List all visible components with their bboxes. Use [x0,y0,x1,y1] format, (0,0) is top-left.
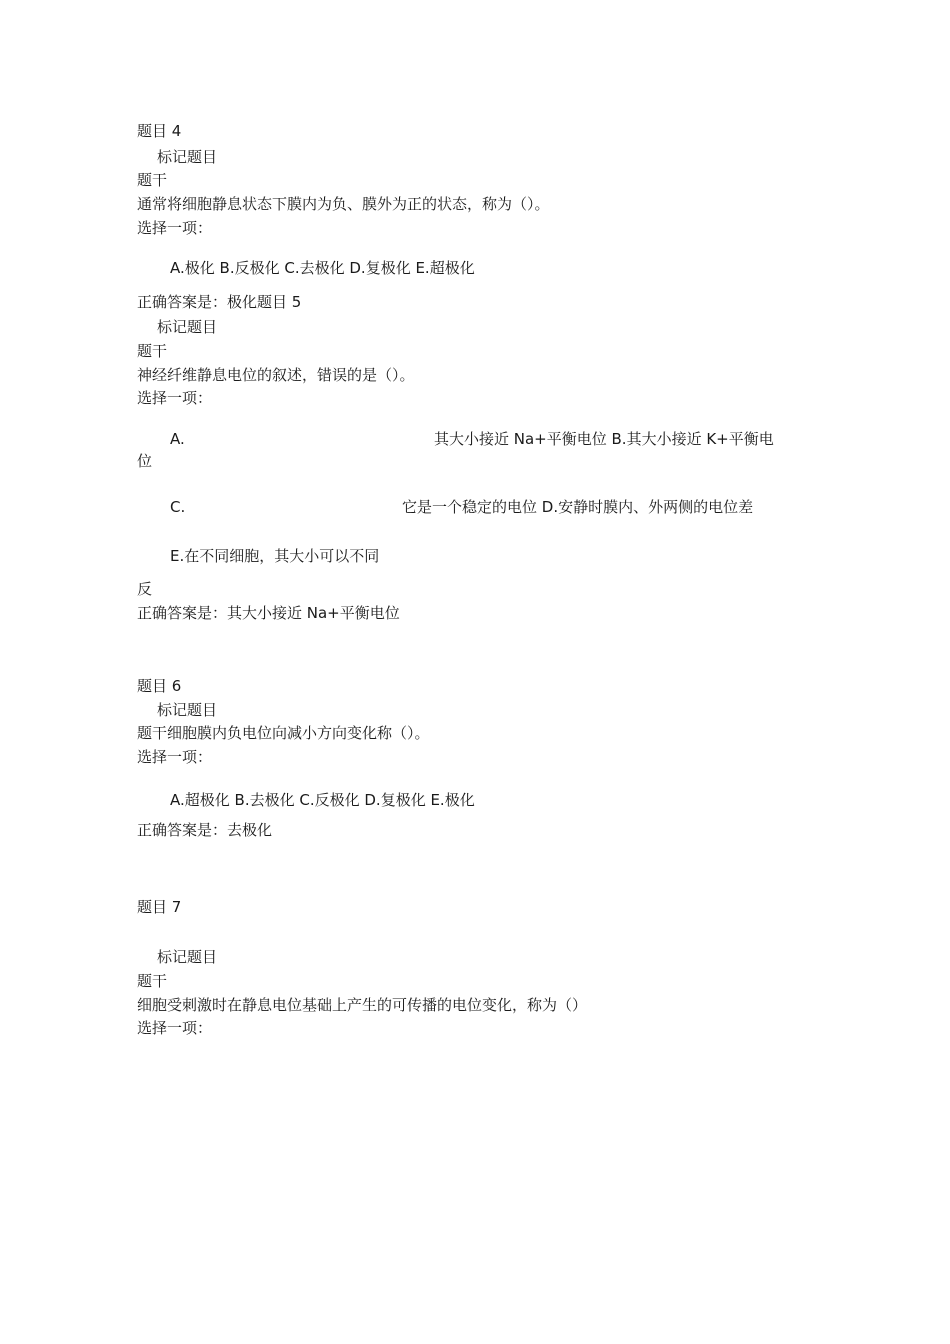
question-7-flag[interactable]: 标记题目 [157,948,218,966]
question-4-flag[interactable]: 标记题目 [157,148,218,166]
question-5-flag[interactable]: 标记题目 [157,318,218,336]
question-7-text: 细胞受刺激时在静息电位基础上产生的可传播的电位变化，称为（） [137,996,588,1014]
question-5-option-a-continued: 位 [137,452,153,470]
question-4-options[interactable]: A.极化 B.反极化 C.去极化 D.复极化 E.超极化 [170,259,475,277]
question-5-option-e[interactable]: E.在不同细胞，其大小可以不同 [170,547,380,565]
question-5-option-a-label[interactable]: A. [170,430,185,448]
question-5-answer: 正确答案是：其大小接近 Na+平衡电位 [137,604,400,622]
question-5-choose-label: 选择一项： [137,389,213,407]
question-5-stem-label: 题干 [137,342,168,360]
question-4-title: 题目 4 [137,122,182,140]
question-4-choose-label: 选择一项： [137,219,213,237]
question-6-options[interactable]: A.超极化 B.去极化 C.反极化 D.复极化 E.极化 [170,791,475,809]
question-5-option-a-text[interactable]: 其大小接近 Na+平衡电位 B.其大小接近 K+平衡电 [434,430,774,448]
question-4-text: 通常将细胞静息状态下膜内为负、膜外为正的状态，称为（）。 [137,195,550,213]
question-5-option-c-label[interactable]: C. [170,498,186,516]
question-7-stem-label: 题干 [137,972,168,990]
question-6-answer: 正确答案是：去极化 [137,821,273,839]
question-5-option-c-text[interactable]: 它是一个稳定的电位 D.安静时膜内、外两侧的电位差 [402,498,754,516]
question-6-title: 题目 6 [137,677,182,695]
question-4-answer: 正确答案是：极化题目 5 [137,293,302,311]
question-6-flag[interactable]: 标记题目 [157,701,218,719]
question-5-stray-text: 反 [137,580,153,598]
question-6-choose-label: 选择一项： [137,748,213,766]
question-4-stem-label: 题干 [137,171,168,189]
question-6-text: 题干细胞膜内负电位向减小方向变化称（）。 [137,724,430,742]
question-7-choose-label: 选择一项： [137,1019,213,1037]
question-5-text: 神经纤维静息电位的叙述，错误的是（）。 [137,366,415,384]
question-7-title: 题目 7 [137,898,182,916]
